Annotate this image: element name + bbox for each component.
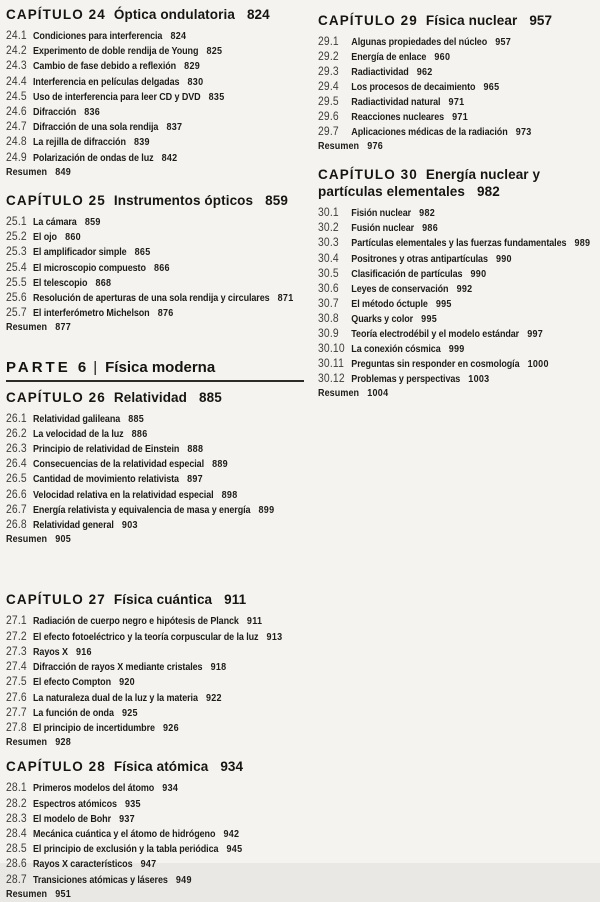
section-title: Mecánica cuántica y el átomo de hidrógeno: [33, 828, 216, 840]
section-number: 28.4: [6, 827, 27, 840]
resumen-label: Resumen: [318, 387, 360, 399]
section-page-number: 949: [175, 874, 192, 886]
section-number: 30.12: [318, 372, 345, 385]
toc-entry: [6, 873, 305, 888]
chapter-page-number: 824: [246, 7, 270, 22]
toc-entry: [6, 706, 305, 721]
section-title: Espectros atómicos: [33, 798, 117, 810]
section-page-number: 898: [221, 489, 238, 501]
chapter-label: CAPÍTULO 24: [6, 7, 106, 22]
section-title: Difracción de una sola rendija: [33, 122, 159, 134]
section-number: 28.2: [6, 797, 27, 810]
section-title: La función de onda: [33, 707, 114, 719]
section-page-number: 960: [434, 52, 451, 64]
section-number: 27.2: [6, 630, 27, 643]
chapter-sections: [6, 614, 305, 750]
section-title: Reacciones nucleares: [351, 112, 445, 124]
chapter-title: Física atómica: [113, 759, 209, 775]
chapter-page-number: 957: [529, 13, 553, 28]
toc-entry: [318, 267, 597, 282]
section-title: El método óctuple: [351, 298, 428, 310]
section-page-number: 990: [495, 253, 512, 265]
section-page-number: 825: [206, 46, 223, 58]
section-number: 25.1: [6, 216, 27, 229]
toc-column-right: [318, 12, 596, 401]
section-title: Uso de interferencia para leer CD y DVD: [33, 91, 201, 103]
chapter-page-number: 934: [220, 759, 244, 775]
toc-entry: [6, 230, 305, 245]
section-number: 24.6: [6, 106, 27, 119]
toc-entry: [6, 261, 305, 276]
section-number: 30.11: [318, 357, 345, 370]
resumen-page-number: 951: [55, 888, 72, 900]
section-page-number: 839: [133, 137, 150, 149]
section-page-number: 899: [258, 504, 275, 516]
section-number: 30.1: [318, 207, 339, 220]
section-title: Aplicaciones médicas de la radiación: [351, 127, 508, 139]
chapter-label: CAPÍTULO 27: [6, 592, 106, 608]
section-page-number: 1003: [468, 373, 490, 385]
section-number: 30.10: [318, 342, 345, 355]
resumen-entry: [6, 736, 305, 750]
section-page-number: 957: [495, 37, 512, 48]
resumen-entry: [6, 166, 305, 180]
section-number: 27.7: [6, 706, 27, 719]
chapter-sections: [6, 215, 305, 336]
section-title: Difracción: [33, 107, 77, 119]
toc-entry: [6, 44, 305, 59]
section-page-number: 920: [119, 677, 135, 689]
section-page-number: 871: [277, 293, 294, 305]
section-page-number: 992: [456, 283, 473, 295]
section-page-number: 997: [527, 328, 544, 340]
section-title: La conexión cósmica: [351, 343, 441, 355]
section-title: Los procesos de decaimiento: [351, 82, 476, 94]
toc-entry: [318, 297, 597, 312]
section-title: El telescopio: [33, 277, 88, 289]
section-title: La cámara: [33, 217, 77, 229]
toc-entry: [6, 781, 305, 796]
chapter-sections: [6, 29, 305, 180]
section-title: Radiactividad natural: [351, 97, 441, 109]
toc-entry: [6, 245, 305, 260]
chapter-heading: [6, 389, 304, 406]
section-number: 30.3: [318, 237, 339, 250]
section-number: 24.3: [6, 60, 27, 73]
section-title: Teoría electrodébil y el modelo estándar: [351, 328, 520, 340]
section-title: Relatividad general: [33, 520, 114, 532]
toc-entry: [6, 857, 305, 872]
chapter-title: Relatividad: [113, 389, 187, 405]
section-number: 28.7: [6, 873, 27, 886]
section-page-number: 986: [422, 223, 438, 235]
section-number: 29.3: [318, 66, 339, 79]
section-page-number: 903: [121, 520, 138, 532]
section-page-number: 842: [161, 152, 178, 164]
section-number: 26.1: [6, 412, 27, 425]
toc-entry: [318, 312, 597, 327]
section-number: 30.6: [318, 282, 339, 295]
toc-entry: [318, 95, 597, 110]
toc-entry: [318, 35, 597, 50]
section-number: 24.5: [6, 90, 27, 103]
part-rule: [6, 380, 304, 382]
section-number: 29.2: [318, 51, 339, 64]
section-page-number: 971: [448, 97, 465, 109]
chapter-heading: [318, 166, 596, 200]
section-title: La velocidad de la luz: [33, 428, 124, 440]
section-page-number: 973: [515, 127, 532, 139]
section-page-number: 888: [187, 444, 204, 456]
section-page-number: 999: [448, 343, 465, 355]
section-page-number: 935: [125, 798, 141, 810]
section-page-number: 982: [419, 208, 435, 220]
toc-entry: [6, 660, 305, 675]
chapter-page-number: 859: [265, 193, 288, 209]
section-page-number: 926: [163, 722, 179, 734]
section-title: La rejilla de difracción: [33, 137, 126, 149]
chapter-title: Óptica ondulatoria: [113, 7, 235, 22]
toc-entry: [6, 427, 305, 442]
section-page-number: 836: [84, 107, 101, 119]
section-number: 28.1: [6, 782, 27, 795]
section-number: 27.8: [6, 721, 27, 734]
section-number: 26.6: [6, 488, 27, 501]
section-page-number: 934: [162, 783, 179, 795]
section-title: El efecto fotoeléctrico y la teoría corpuscular de la luz: [33, 631, 259, 643]
section-title: Cantidad de movimiento relativista: [33, 474, 179, 486]
toc-entry: [6, 412, 305, 427]
section-number: 29.7: [318, 126, 339, 139]
section-page-number: 913: [266, 631, 283, 643]
section-title: Quarks y color: [351, 313, 414, 325]
toc-entry: [6, 503, 305, 518]
toc-entry: [6, 614, 305, 629]
toc-entry: [318, 372, 597, 387]
chapter-title: Energía nuclear y partículas elementales: [318, 167, 541, 200]
section-page-number: 889: [212, 459, 228, 471]
section-page-number: 962: [416, 67, 433, 79]
section-title: Cambio de fase debido a reflexión: [33, 61, 177, 73]
section-title: Rayos X: [33, 646, 68, 658]
section-title: El microscopio compuesto: [33, 262, 146, 274]
toc-entry: [6, 518, 305, 533]
toc-entry: [6, 797, 305, 812]
section-title: El interferómetro Michelson: [33, 308, 150, 320]
section-page-number: 837: [166, 122, 183, 134]
toc-entry: [318, 80, 597, 95]
toc-entry: [6, 645, 305, 660]
section-title: El principio de exclusión y la tabla periódica: [33, 844, 219, 856]
resumen-label: Resumen: [6, 737, 48, 749]
section-title: El amplificador simple: [33, 247, 127, 259]
section-page-number: 995: [421, 313, 438, 325]
section-number: 24.8: [6, 136, 27, 149]
section-title: Rayos X característicos: [33, 859, 133, 871]
section-title: Principio de relatividad de Einstein: [33, 444, 180, 456]
chapter-title: Física nuclear: [425, 13, 518, 28]
chapter-title: Instrumentos ópticos: [113, 193, 254, 209]
section-page-number: 868: [95, 277, 112, 289]
resumen-page-number: 1004: [367, 387, 389, 399]
section-page-number: 945: [226, 844, 243, 856]
chapter-page-number: 911: [224, 592, 247, 608]
toc-entry: [6, 135, 305, 150]
chapter-sections: [318, 35, 597, 154]
section-number: 26.8: [6, 519, 27, 532]
toc-entry: [318, 282, 597, 297]
section-number: 28.6: [6, 858, 27, 871]
section-number: 27.6: [6, 691, 27, 704]
section-number: 27.3: [6, 645, 27, 658]
toc-entry: [318, 342, 597, 357]
section-number: 26.7: [6, 503, 27, 516]
resumen-page-number: 877: [55, 322, 72, 334]
section-title: Polarización de ondas de luz: [33, 152, 154, 164]
part-label: PARTE 6: [6, 358, 90, 376]
resumen-page-number: 849: [55, 166, 72, 178]
chapter-heading: [6, 758, 304, 775]
toc-entry: [318, 65, 597, 80]
section-page-number: 876: [157, 308, 174, 320]
section-title: El efecto Compton: [33, 677, 111, 689]
chapter-label: CAPÍTULO 26: [6, 389, 106, 405]
section-number: 25.4: [6, 261, 27, 274]
toc-entry: [318, 252, 597, 267]
section-title: Difracción de rayos X mediante cristales: [33, 662, 203, 674]
section-title: Fisión nuclear: [351, 208, 412, 220]
section-number: 29.1: [318, 36, 339, 48]
section-title: El modelo de Bohr: [33, 813, 111, 825]
section-number: 25.2: [6, 231, 27, 244]
section-page-number: 866: [153, 262, 170, 274]
section-page-number: 942: [223, 828, 240, 840]
section-page-number: 1000: [527, 358, 549, 370]
section-number: 30.8: [318, 312, 339, 325]
section-title: Resolución de aperturas de una sola rendija y circulares: [33, 293, 270, 305]
chapter-page-number: 885: [199, 389, 222, 405]
toc-entry: [318, 221, 597, 236]
resumen-label: Resumen: [6, 322, 48, 334]
section-number: 25.7: [6, 307, 27, 320]
section-title: Radiación de cuerpo negro e hipótesis de Planck: [33, 616, 239, 628]
resumen-label: Resumen: [6, 888, 48, 900]
section-title: Radiactividad: [351, 67, 409, 79]
section-page-number: 885: [128, 413, 145, 425]
section-number: 27.4: [6, 661, 27, 674]
resumen-entry: [6, 533, 305, 547]
resumen-label: Resumen: [6, 166, 48, 178]
section-number: 29.4: [318, 81, 339, 94]
part-divider: |: [93, 358, 98, 376]
toc-entry: [6, 675, 305, 690]
section-page-number: 830: [187, 76, 204, 88]
toc-entry: [6, 120, 305, 135]
section-title: Partículas elementales y las fuerzas fundamentales: [351, 238, 567, 250]
toc-column-left: [6, 6, 304, 902]
section-number: 30.9: [318, 327, 339, 340]
resumen-entry: [6, 321, 305, 335]
section-title: Velocidad relativa en la relatividad especial: [33, 489, 214, 501]
toc-entry: [6, 276, 305, 291]
toc-entry: [6, 29, 305, 44]
resumen-entry: [6, 888, 305, 902]
chapter-heading: [6, 591, 304, 608]
section-page-number: 990: [470, 268, 487, 280]
section-number: 30.5: [318, 267, 339, 280]
section-title: Positrones y otras antipartículas: [351, 253, 488, 265]
toc-entry: [318, 206, 597, 221]
section-title: Problemas y perspectivas: [351, 373, 461, 385]
toc-entry: [318, 125, 597, 140]
section-title: Condiciones para interferencia: [33, 31, 163, 42]
chapter-label: CAPÍTULO 30: [318, 167, 418, 183]
chapter-heading: [6, 192, 304, 209]
resumen-entry: [318, 387, 597, 401]
chapter-label: CAPÍTULO 25: [6, 193, 106, 209]
toc-entry: [6, 215, 305, 230]
resumen-page-number: 905: [55, 534, 72, 546]
section-number: 28.5: [6, 843, 27, 856]
section-title: Algunas propiedades del núcleo: [351, 37, 488, 48]
toc-entry: [6, 105, 305, 120]
toc-entry: [318, 110, 597, 125]
section-title: Energía relativista y equivalencia de masa y energía: [33, 504, 251, 516]
section-number: 25.6: [6, 292, 27, 305]
chapter-page-number: 982: [477, 184, 500, 200]
section-title: Preguntas sin responder en cosmología: [351, 358, 520, 370]
section-number: 28.3: [6, 812, 27, 825]
chapter-sections: [6, 781, 305, 902]
section-page-number: 971: [452, 112, 468, 124]
toc-entry: [318, 236, 597, 251]
toc-entry: [6, 691, 305, 706]
toc-entry: [6, 472, 305, 487]
toc-entry: [318, 327, 597, 342]
part-heading: [6, 358, 304, 377]
chapter-title: Física cuántica: [113, 592, 213, 608]
section-page-number: 865: [134, 247, 151, 259]
part-title: Física moderna: [105, 358, 216, 376]
section-number: 25.5: [6, 276, 27, 289]
chapter-heading: [6, 6, 304, 23]
section-number: 30.7: [318, 297, 339, 310]
resumen-entry: [318, 140, 597, 154]
section-title: Relatividad galileana: [33, 413, 121, 425]
toc-entry: [6, 827, 305, 842]
section-page-number: 886: [131, 428, 148, 440]
section-title: El principio de incertidumbre: [33, 722, 155, 734]
section-number: 29.6: [318, 111, 339, 124]
section-page-number: 835: [208, 91, 225, 103]
toc-entry: [6, 291, 305, 306]
section-title: Leyes de conservación: [351, 283, 449, 295]
section-title: Primeros modelos del átomo: [33, 783, 155, 795]
toc-entry: [6, 75, 305, 90]
toc-entry: [6, 630, 305, 645]
section-number: 26.4: [6, 458, 27, 471]
section-title: El ojo: [33, 232, 57, 244]
section-page-number: 916: [75, 646, 92, 658]
section-number: 30.2: [318, 222, 339, 235]
section-number: 29.5: [318, 96, 339, 109]
section-page-number: 965: [483, 82, 500, 94]
section-title: Interferencia en películas delgadas: [33, 76, 180, 88]
toc-entry: [6, 721, 305, 736]
section-page-number: 860: [65, 232, 81, 244]
toc-entry: [318, 50, 597, 65]
section-number: 26.5: [6, 473, 27, 486]
section-number: 24.7: [6, 121, 27, 134]
toc-entry: [6, 90, 305, 105]
section-page-number: 995: [435, 298, 452, 310]
section-page-number: 918: [210, 662, 227, 674]
section-page-number: 829: [184, 61, 201, 73]
toc-entry: [6, 306, 305, 321]
section-title: Energía de enlace: [351, 52, 427, 64]
section-number: 24.2: [6, 45, 27, 58]
section-title: Consecuencias de la relatividad especial: [33, 459, 204, 471]
chapter-heading: [318, 12, 596, 29]
section-number: 25.3: [6, 246, 27, 259]
section-page-number: 824: [170, 31, 187, 42]
section-page-number: 911: [246, 616, 263, 628]
resumen-label: Resumen: [6, 534, 48, 546]
section-number: 30.4: [318, 252, 339, 265]
chapter-sections: [318, 206, 597, 401]
section-number: 24.4: [6, 75, 27, 88]
section-page-number: 937: [119, 813, 135, 825]
toc-entry: [6, 812, 305, 827]
resumen-label: Resumen: [318, 141, 360, 153]
chapter-sections: [6, 412, 305, 548]
section-title: Clasificación de partículas: [351, 268, 463, 280]
toc-entry: [6, 457, 305, 472]
toc-entry: [318, 357, 597, 372]
resumen-page-number: 928: [55, 737, 72, 749]
toc-entry: [6, 151, 305, 166]
section-number: 26.3: [6, 443, 27, 456]
section-number: 24.9: [6, 151, 27, 164]
chapter-label: CAPÍTULO 28: [6, 759, 106, 775]
section-page-number: 897: [187, 474, 203, 486]
section-number: 27.1: [6, 615, 27, 628]
section-page-number: 922: [205, 692, 222, 704]
toc-entry: [6, 442, 305, 457]
resumen-page-number: 976: [367, 141, 384, 153]
section-title: La naturaleza dual de la luz y la materia: [33, 692, 198, 704]
toc-entry: [6, 59, 305, 74]
section-page-number: 859: [84, 217, 101, 229]
section-page-number: 989: [574, 238, 591, 250]
section-title: Experimento de doble rendija de Young: [33, 46, 199, 58]
section-number: 27.5: [6, 676, 27, 689]
section-title: Fusión nuclear: [351, 223, 415, 235]
toc-entry: [6, 842, 305, 857]
section-number: 26.2: [6, 427, 27, 440]
chapter-label: CAPÍTULO 29: [318, 13, 418, 28]
section-page-number: 925: [121, 707, 138, 719]
section-number: 24.1: [6, 30, 27, 42]
section-title: Transiciones atómicas y láseres: [33, 874, 168, 886]
section-page-number: 947: [140, 859, 157, 871]
toc-entry: [6, 488, 305, 503]
